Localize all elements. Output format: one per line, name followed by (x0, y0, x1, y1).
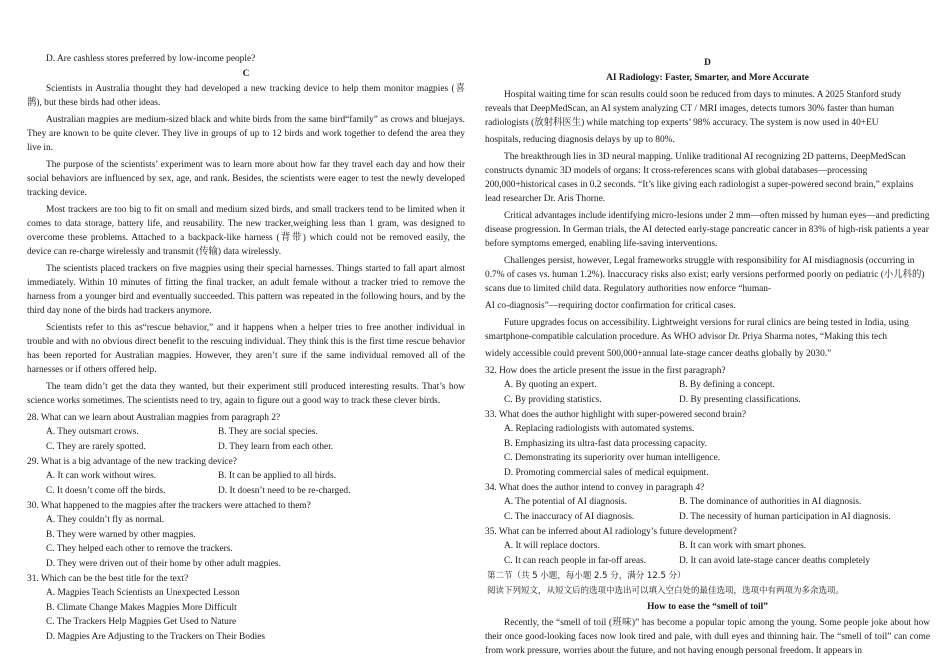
answer-option: A. Magpies Teach Scientists an Unexpected Lesson (46, 588, 240, 598)
section2-header: 第二节（共 5 小题，每小题 2.5 分，满分 12.5 分） (487, 571, 686, 581)
passage-d-title: AI Radiology: Faster, Smarter, and More Accurate (606, 73, 809, 83)
answer-option: A. By quoting an expert. (504, 380, 597, 390)
answer-option: B. By defining a concept. (679, 380, 775, 390)
paragraph: widely accessible could prevent 500,000+annual late-stage cancer deaths globally by 2030.” (485, 349, 832, 359)
question-stem: 35. What can be inferred about AI radiology’s future development? (485, 527, 737, 537)
answer-option: C. It doesn’t come off the birds. (46, 485, 166, 496)
answer-option: D. Magpies Are Adjusting to the Trackers on Their Bodies (46, 631, 266, 642)
section-letter-c: C (242, 69, 250, 79)
paragraph: Challenges persist, however, Legal frameworks struggle with responsibility for AI misdiagnosis (occurring in 0.7% of cases vs. human 1.2%). Inaccuracy risks also exist; early versions performed poorly on pediatric (小儿科的) scans due to limited child data. Regulatory authorities now enforce “human- (485, 256, 925, 294)
paragraph: The breakthrough lies in 3D neural mapping. Unlike traditional AI recognizing 2D patterns, DeepMedScan constructs dynamic 3D models of organs: It cross-references scans with global databases—processing 200,000+historical cases in 0.2 seconds. “It’s like giving each radiologist a super-powered second brain,” explains lead researcher Dr. Aris Thorne. (485, 152, 914, 204)
answer-option: D. They were driven out of their home by other adult magpies. (46, 558, 281, 569)
question-stem: 34. What does the author intend to convey in paragraph 4? (485, 483, 705, 493)
answer-options (27, 513, 465, 571)
answer-option: B. The dominance of authorities in AI diagnosis. (679, 497, 862, 507)
paragraph: The team didn’t get the data they wanted, but their experiment still produced interesting results. That’s how science works sometimes. The scientists need to try, again to figure out a good way to track these clever birds. (27, 382, 465, 406)
answer-option: C. The inaccuracy of AI diagnosis. (504, 511, 635, 522)
answer-option: C. They are rarely spotted. (46, 441, 146, 452)
question-stem: 32. How does the article present the issue in the first paragraph? (485, 366, 726, 376)
answer-option: A. Replacing radiologists with automated systems. (504, 424, 695, 434)
previous-question-option: D. Are cashless stores preferred by low-income people? (46, 54, 256, 64)
answer-option: C. By providing statistics. (504, 394, 602, 405)
answer-option: B. They were warned by other magpies. (46, 529, 196, 540)
answer-option: B. Climate Change Makes Magpies More Difficult (46, 602, 237, 613)
paragraph: Most trackers are too big to fit on small and medium sized birds, and small trackers tend to be limited when it comes to data storage, battery life, and reusability. The new tracker,weighing less than 1 gram, was designed to overcome these problems. Attached to a backpack-like harness (背带) which could not be removed easily, the device can re-charge wirelessly and transmit (传输) data wirelessly. (27, 205, 465, 257)
paragraph: Scientists refer to this as“rescue behavior,” and it happens when a helper tries to free another individual in trouble and with no obvious direct benefit to the rescuing individual. They think this is the first time rescue behavior has been reported for Australian magpies. However, they aren’t sure if the same individual removed all of the harnesses or if others offered help. (27, 323, 465, 375)
paragraph: Scientists in Australia thought they had developed a new tracking device to help them monitor magpies (喜 鹊), but these birds had other ideas. (27, 84, 465, 108)
answer-option: B. It can be applied to all birds. (218, 471, 336, 481)
answer-options (27, 469, 465, 498)
paragraph: The scientists placed trackers on five magpies using their special harnesses. Things started to fall apart almost immediately. Within 10 minutes of fitting the final tracker, an adult female without a tracker tried to remove the harness from a younger bird and eventually succeeded. This pattern was repeated in the following hours, and by the third day none of the birds had trackers anymore. (27, 264, 465, 316)
question-stem: 28. What can we learn about Australian magpies from paragraph 2? (27, 413, 281, 423)
paragraph: Future upgrades focus on accessibility. Lightweight versions for rural clinics are being tested in India, using smartphone-compatible calculation procedure. As WHO advisor Dr. Priya Sharma notes, “Making this tech (485, 318, 909, 342)
answer-option: D. The necessity of human participation in AI diagnosis. (679, 511, 891, 522)
answer-option: A. The potential of AI diagnosis. (504, 497, 627, 507)
question-stem: 30. What happened to the magpies after the trackers were attached to them? (27, 501, 311, 511)
paragraph: The purpose of the scientists’ experiment was to learn more about how far they travel each day and how their social behaviors are influenced by sex, age, and rank. Besides, the scientists were eager to test the newly developed tracking device. (27, 160, 465, 198)
question-stem: 33. What does the author highlight with super-powered second brain? (485, 410, 747, 420)
answer-options (485, 539, 930, 568)
paragraph: AI co-diagnosis”—requiring doctor confirmation for critical cases. (485, 301, 736, 311)
answer-option: B. They are social species. (218, 427, 318, 437)
answer-option: D. They learn from each other. (218, 441, 334, 452)
section-letter-d: D (704, 58, 711, 68)
answer-option: D. Promoting commercial sales of medical equipment. (504, 467, 709, 478)
right-column (485, 56, 930, 659)
answer-option: C. It can reach people in far-off areas. (504, 555, 647, 566)
answer-options (485, 422, 930, 480)
answer-option: D. It can avoid late-stage cancer deaths completely (679, 555, 871, 566)
answer-option: C. They helped each other to remove the trackers. (46, 544, 233, 554)
passage-paragraph: Recently, the “smell of toil (班味)” has become a popular topic among the young. Some people joke about how their once good-looking faces now look tired and pale, with dull eyes and thinning hair. The “smell of toil” can come from work pressure, worries about the future, and not having enough personal freedom. It appears in (485, 618, 930, 656)
section2-instructions: 阅读下列短文，从短文后的选项中选出可以填入空白处的最佳选项，选项中有两项为多余选项。 (487, 586, 845, 596)
question-stem: 29. What is a big advantage of the new tracking device? (27, 457, 237, 467)
answer-option: B. Emphasizing its ultra-fast data processing capacity. (504, 438, 707, 449)
paragraph: Australian magpies are medium-sized black and white birds from the same bird“family” as crows and bluejays. They are known to be quite clever. They live in groups of up to 12 birds and work together to defend the area they live in. (27, 115, 465, 153)
paragraph: Hospital waiting time for scan results could soon be reduced from days to minutes. A 2025 Stanford study reveals that DeepMedScan, an AI system analyzing CT / MRI images, detects tumors 30% faster than human radiologists (放射科医生) while matching top experts’ 98% accuracy. The system is now used in 40+EU (485, 90, 902, 128)
answer-options (27, 586, 465, 644)
answer-option: A. It can work without wires. (46, 471, 157, 481)
answer-options (485, 378, 930, 407)
question-stem: 31. Which can be the best title for the text? (27, 574, 189, 584)
left-column (27, 52, 465, 645)
answer-options (27, 425, 465, 454)
answer-option: B. It can work with smart phones. (679, 541, 807, 551)
paragraph: hospitals, reducing diagnosis delays by up to 80%. (485, 135, 675, 145)
answer-options (485, 495, 930, 524)
answer-option: C. The Trackers Help Magpies Get Used to Nature (46, 617, 237, 627)
answer-option: A. They couldn’t fly as normal. (46, 515, 165, 525)
answer-option: C. Demonstrating its superiority over human intelligence. (504, 453, 721, 463)
paragraph: Critical advantages include identifying micro-lesions under 2 mm—often missed by human eyes—and predicting disease progression. In German trials, the AI detected early-stage pancreatic cancer in 83% of high-risk patients a year before symptoms emerged, enabling life-saving interventions. (485, 211, 930, 249)
answer-option: D. By presenting classifications. (679, 394, 801, 405)
answer-option: A. It will replace doctors. (504, 541, 600, 551)
passage-title: How to ease the “smell of toil” (647, 602, 768, 612)
answer-option: D. It doesn’t need to be re-charged. (218, 485, 351, 496)
answer-option: A. They outsmart crows. (46, 427, 139, 437)
